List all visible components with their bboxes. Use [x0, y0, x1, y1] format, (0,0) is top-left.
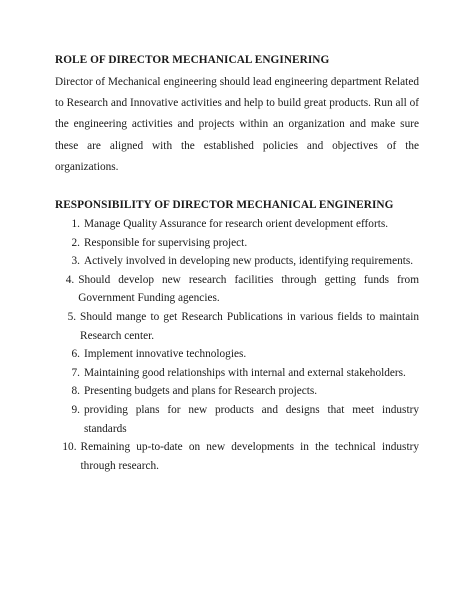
- list-item-text: Should develop new research facilities through getting funds from Government Funding agencies.: [78, 273, 419, 305]
- list-item-number: 6.: [71, 348, 80, 361]
- list-item-text: Should mange to get Research Publications in various fields to maintain Research center.: [80, 310, 419, 342]
- list-item-text: Remaining up-to-date on new developments in the technical industry through research.: [80, 441, 419, 472]
- list-item: [55, 382, 419, 401]
- list-item-text: Maintaining good relationships with internal and external stakeholders.: [84, 366, 406, 379]
- list-item-number: 5.: [67, 310, 77, 323]
- list-item: [55, 345, 419, 364]
- list-item-number: 8.: [71, 385, 80, 398]
- list-item-number: 4.: [65, 273, 75, 286]
- list-item-text: Implement innovative technologies.: [84, 348, 247, 361]
- list-item: [55, 401, 419, 438]
- role-heading: ROLE OF DIRECTOR MECHANICAL ENGINERING: [55, 54, 330, 66]
- list-item-text: Manage Quality Assurance for research orient development efforts.: [84, 218, 389, 231]
- list-item-number: 9.: [71, 403, 80, 416]
- list-item: [55, 252, 419, 271]
- list-item-text: Presenting budgets and plans for Research projects.: [84, 385, 318, 398]
- list-item: [55, 438, 419, 475]
- list-item: [55, 308, 419, 345]
- responsibility-heading: RESPONSIBILITY OF DIRECTOR MECHANICAL ENGINERING: [55, 199, 394, 212]
- list-item-number: 7.: [71, 366, 80, 379]
- list-item: [55, 364, 419, 383]
- responsibility-list: [55, 215, 419, 475]
- document-page: [55, 53, 419, 475]
- list-item-text: providing plans for new products and designs that meet industry standards: [83, 403, 419, 435]
- list-item: [55, 271, 419, 308]
- role-paragraph: Director of Mechanical engineering should lead engineering department Related to Research and Innovative activities and help to build great products. Run all of the engineering activities and projects within an organization and make sure these are aligned with the established policies and objectives of the organizations.: [55, 76, 419, 173]
- list-item-number: 2.: [71, 236, 80, 249]
- list-item: [55, 234, 419, 253]
- list-item: [55, 215, 419, 234]
- list-item-text: Actively involved in developing new products, identifying requirements.: [84, 255, 414, 268]
- list-item-number: 10.: [62, 441, 77, 454]
- list-item-text: Responsible for supervising project.: [84, 236, 248, 249]
- list-item-number: 3.: [71, 255, 80, 268]
- list-item-number: 1.: [71, 218, 80, 231]
